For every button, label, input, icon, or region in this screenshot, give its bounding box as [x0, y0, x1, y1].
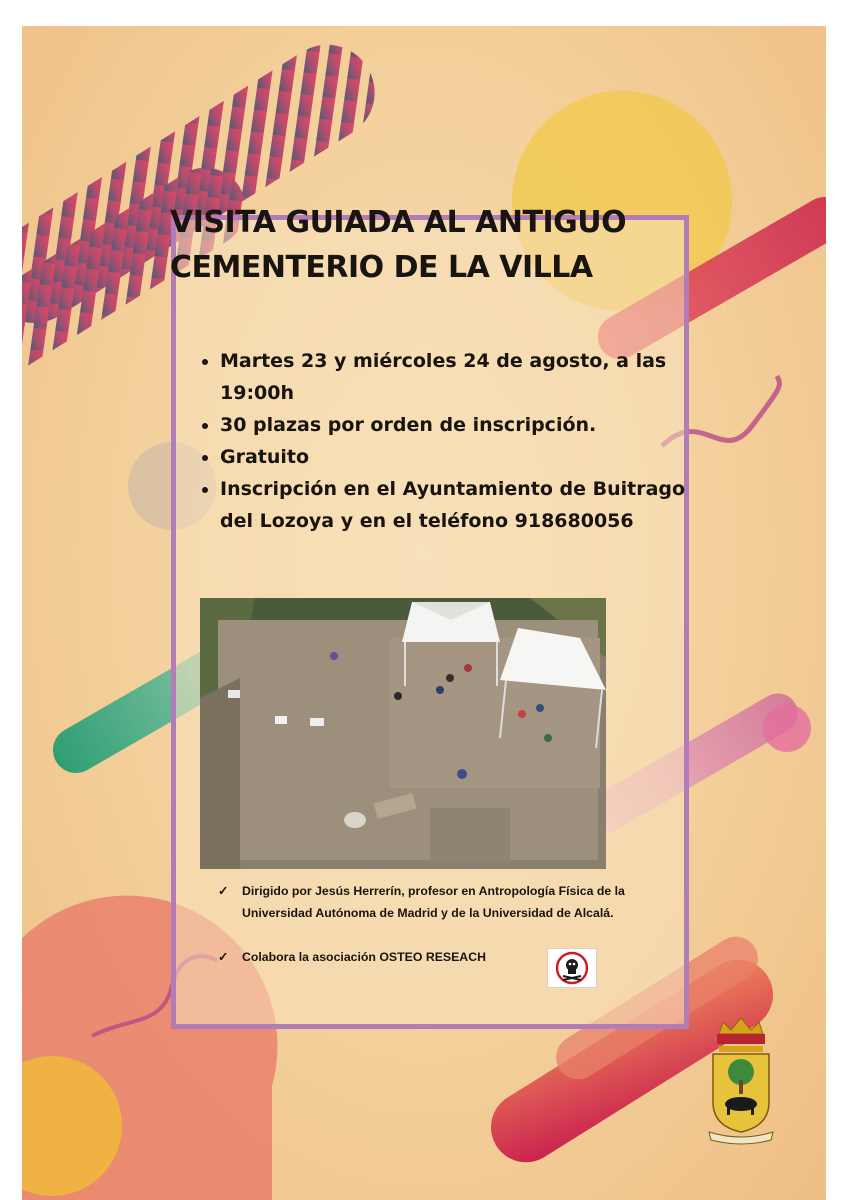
checkmark-icon: ✓ [218, 884, 229, 898]
skull-crossbones-logo [547, 948, 597, 988]
registration-item: • Inscripción en el Ayuntamiento de Buitrago del Lozoya y en el teléfono 918680056 [220, 473, 690, 537]
excavation-site-photo [200, 598, 606, 869]
credit-collaborator: ✓ Colabora la asociación OSTEO RESEACH [218, 946, 638, 968]
price-item: • Gratuito [220, 441, 690, 473]
event-details-list [196, 345, 690, 537]
credit-director: ✓ Dirigido por Jesús Herrerín, profesor en Antropología Física de la Universidad Autónoma de Madrid y de la Universidad de Alcalá. [218, 880, 638, 924]
places-item: • 30 plazas por orden de inscripción. [220, 409, 690, 441]
poster-title: VISITA GUIADA AL ANTIGUO CEMENTERIO DE LA VILLA [170, 205, 627, 285]
date-time-item: • Martes 23 y miércoles 24 de agosto, a las 19:00h [220, 345, 690, 409]
checkmark-icon: ✓ [218, 950, 229, 964]
buitrago-coat-of-arms [705, 1014, 777, 1146]
